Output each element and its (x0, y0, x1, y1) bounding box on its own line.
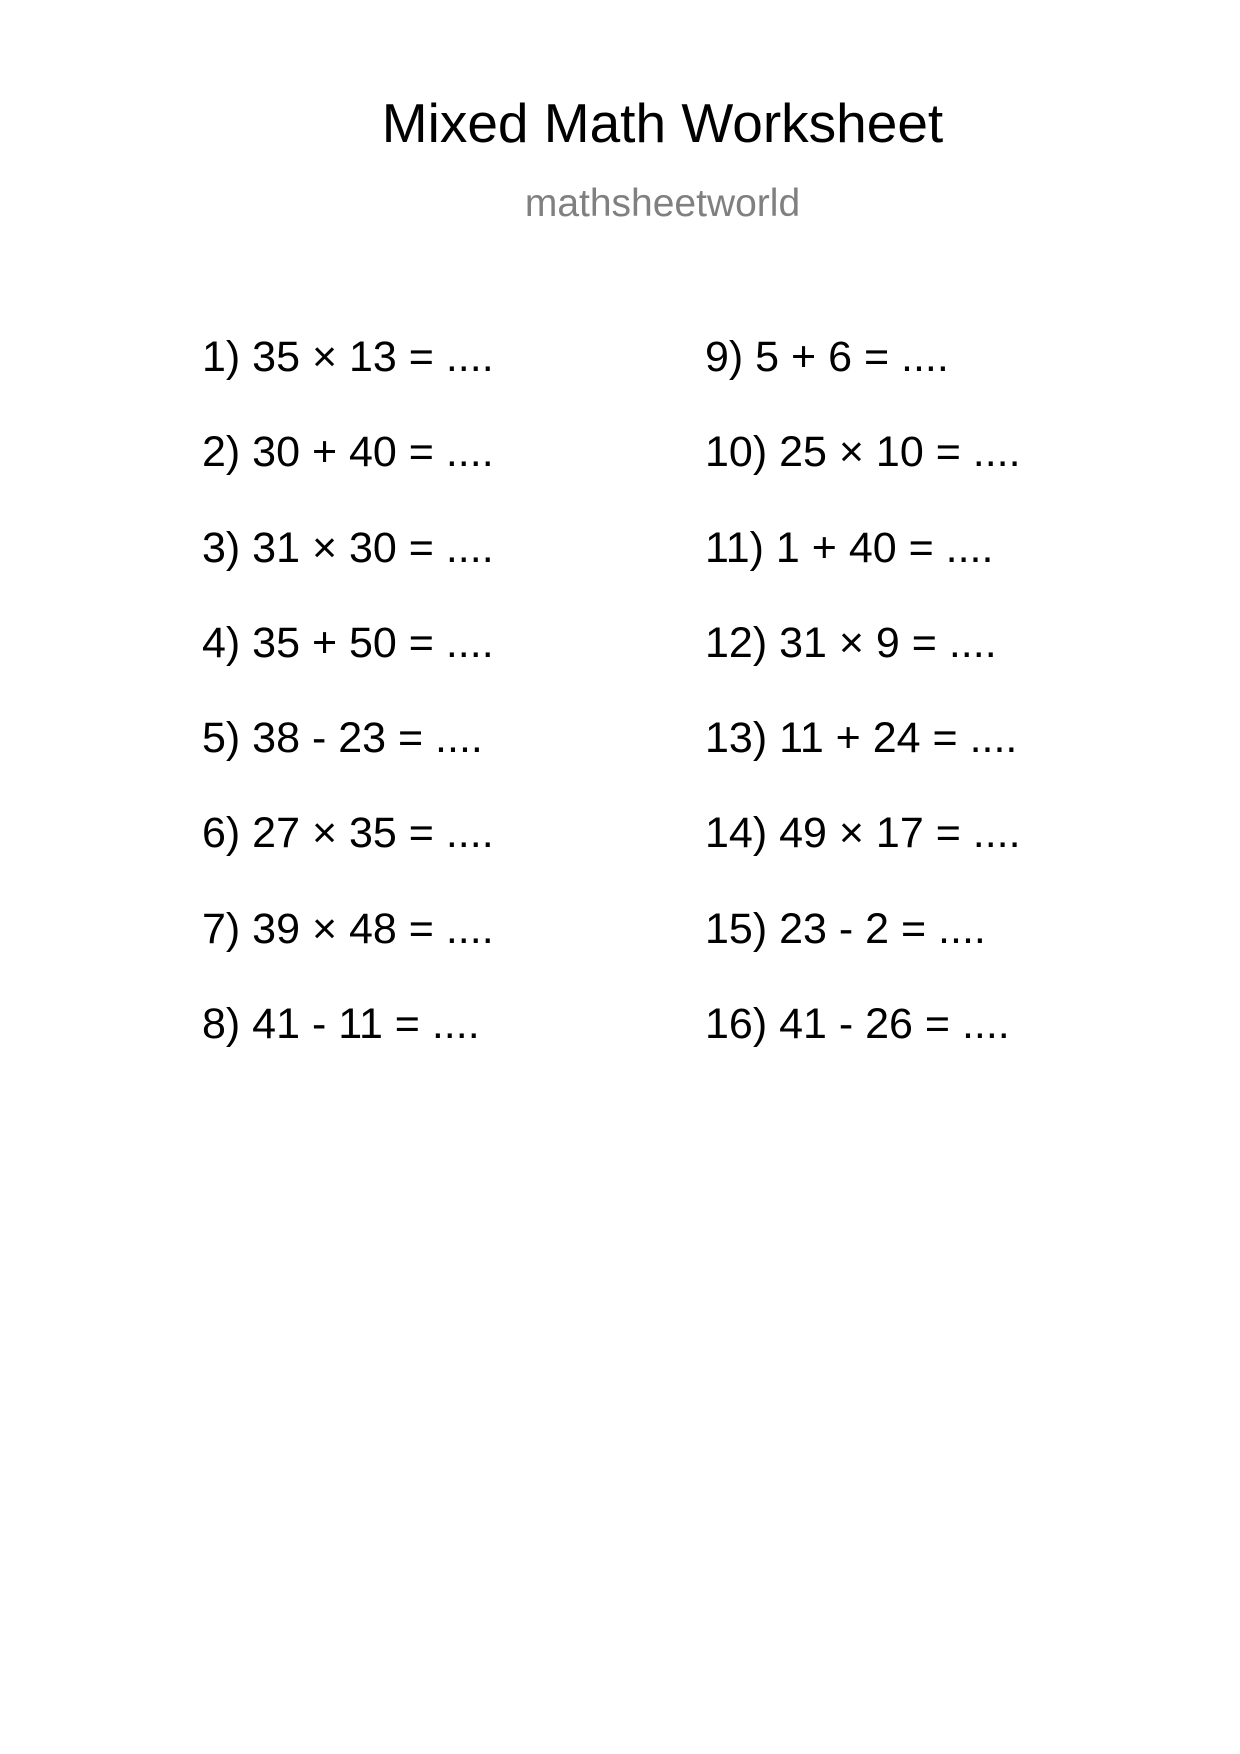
problem-3: 3) 31 × 30 = .... (202, 523, 494, 572)
problem-4: 4) 35 + 50 = .... (202, 618, 494, 667)
problem-8: 8) 41 - 11 = .... (202, 1000, 480, 1049)
problem-5: 5) 38 - 23 = .... (202, 714, 483, 763)
problem-13: 13) 11 + 24 = .... (705, 714, 1018, 763)
problem-16: 16) 41 - 26 = .... (705, 1000, 1010, 1049)
problem-11: 11) 1 + 40 = .... (705, 523, 994, 572)
problem-column-right (705, 333, 1021, 1098)
problem-9: 9) 5 + 6 = .... (705, 333, 949, 381)
problem-12: 12) 31 × 9 = .... (705, 618, 997, 667)
problem-10: 10) 25 × 10 = .... (705, 428, 1021, 477)
problem-7: 7) 39 × 48 = .... (202, 904, 494, 953)
problem-6: 6) 27 × 35 = .... (202, 809, 494, 858)
problem-1: 1) 35 × 13 = .... (202, 333, 494, 381)
problem-15: 15) 23 - 2 = .... (705, 904, 986, 953)
problem-14: 14) 49 × 17 = .... (705, 809, 1021, 858)
problem-2: 2) 30 + 40 = .... (202, 428, 494, 477)
worksheet-source: mathsheetworld (524, 182, 801, 225)
worksheet-title: Mixed Math Worksheet (381, 92, 944, 154)
problem-column-left (202, 333, 494, 1098)
